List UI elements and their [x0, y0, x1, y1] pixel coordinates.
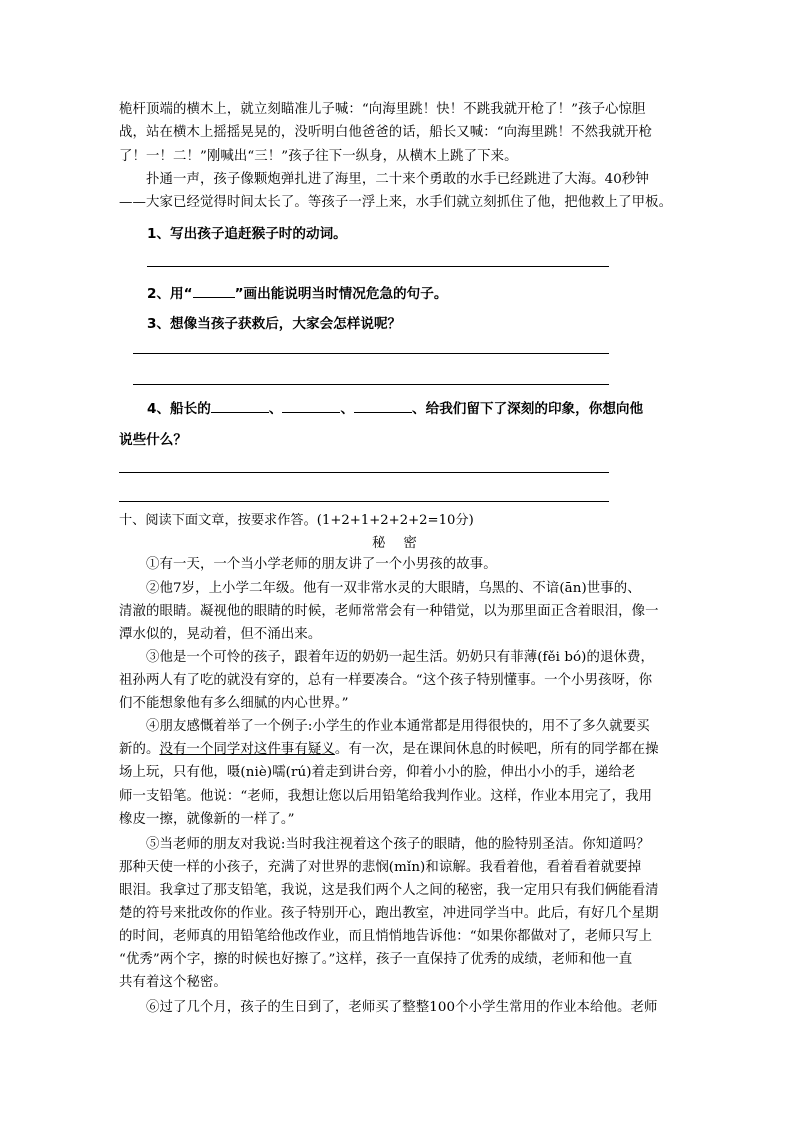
separator: 、	[268, 401, 283, 417]
answer-line[interactable]	[133, 384, 609, 385]
passage-line: 桅杆顶端的横木上，就立刻瞄准儿子喊：“向海里跳！快！不跳我就开枪了！”孩子心惊胆	[119, 102, 646, 117]
fill-blank-3[interactable]	[354, 400, 412, 413]
question-2-suffix: ”画出能说明当时情况危急的句子。	[234, 286, 448, 302]
underline-mark-sample	[193, 285, 235, 298]
passage-line: 扑通一声，孩子像颗炮弹扎进了海里，二十来个勇敢的水手已经跳进了大海。40秒钟	[119, 172, 649, 187]
paragraph-5-line: 楚的符号来批改你的作业。孩子特别开心，跑出教室，冲进同学当中。此后，有好几个星期	[119, 906, 659, 921]
question-1: 1、写出孩子追赶猴子时的动词。	[147, 226, 347, 242]
paragraph-5-line: 的时间，老师真的用铅笔给他改作业，而且悄悄地告诉他：“如果你都做对了，老师只写上	[119, 929, 653, 944]
answer-line[interactable]	[147, 266, 609, 267]
paragraph-2-line: 清澈的眼睛。凝视他的眼睛的时候，老师常常会有一种错觉，以为那里面正含着眼泪，像一	[119, 604, 659, 619]
article-title: 秘密	[372, 536, 435, 551]
paragraph-4-line: 橡皮一擦，就像新的一样了。”	[119, 812, 295, 827]
paragraph-3-line: 祖孙两人有了吃的就没有穿的，总有一样要凑合。“这个孩子特别懂事。一个小男孩呀，你	[119, 673, 653, 688]
underlined-sentence: 没有一个同学对这件事有疑义	[159, 742, 335, 757]
paragraph-1: ①有一天，一个当小学老师的朋友讲了一个小男孩的故事。	[119, 557, 497, 572]
question-4	[147, 397, 643, 417]
question-4-line-2: 说些什么？	[119, 432, 187, 448]
answer-line[interactable]	[133, 353, 609, 354]
answer-line[interactable]	[119, 501, 609, 502]
text-span: 新的。	[119, 742, 160, 757]
paragraph-4-line: 师一支铅笔。他说：“老师，我想让您以后用铅笔给我判作业。这样，作业本用完了，我用	[119, 789, 653, 804]
paragraph-4-line: ④朋友感慨着举了一个例子:小学生的作业本通常都是用得很快的，用不了多久就要买	[119, 719, 650, 734]
question-4-prefix: 4、船长的	[147, 401, 211, 417]
question-2	[147, 282, 447, 302]
separator: 、	[340, 401, 355, 417]
passage-line: ——大家已经觉得时间太长了。等孩子一浮上来，水手们就立刻抓住了他，把他救上了甲板。	[119, 195, 673, 210]
passage-line: 了！一！二！”刚喊出“三！”孩子往下一纵身，从横木上跳了下来。	[119, 149, 518, 164]
paragraph-2-line: 潭水似的，晃动着，但不涌出来。	[119, 627, 322, 642]
paragraph-3-line: ③他是一个可怜的孩子，跟着年迈的奶奶一起生活。奶奶只有菲薄(fěi bó)的退休费，	[119, 650, 654, 665]
paragraph-6-line: ⑥过了几个月，孩子的生日到了，老师买了整整100个小学生常用的作业本给他。老师	[119, 1000, 658, 1015]
question-3: 3、想像当孩子获救后，大家会怎样说呢？	[147, 316, 402, 332]
paragraph-5-line: ⑤当老师的朋友对我说:当时我注视着这个孩子的眼睛，他的脸特别圣洁。你知道吗？	[119, 837, 650, 852]
paragraph-5-line: 共有着这个秘密。	[119, 975, 227, 990]
paragraph-5-line: 眼泪。我拿过了那支铅笔，我说，这是我们两个人之间的秘密，我一定用只有我们俩能看清	[119, 883, 659, 898]
paragraph-3-line: 们不能想象他有多么细腻的内心世界。”	[119, 696, 349, 711]
paragraph-4-line	[119, 738, 679, 761]
paragraph-4-line: 场上玩，只有他，嗫(niè)嚅(rú)着走到讲台旁，仰着小小的脸，伸出小小的手，递给老	[119, 765, 636, 780]
answer-line[interactable]	[119, 472, 609, 473]
passage-line: 战，站在横木上摇摇晃晃的，没听明白他爸爸的话，船长又喊：“向海里跳！不然我就开枪	[119, 125, 653, 140]
question-4-suffix: 、给我们留下了深刻的印象，你想向他	[412, 401, 644, 417]
section-heading: 十、阅读下面文章，按要求作答。(1+2+1+2+2+2=10分)	[119, 513, 474, 528]
question-2-prefix: 2、用“	[147, 286, 193, 302]
fill-blank-1[interactable]	[211, 400, 269, 413]
fill-blank-2[interactable]	[282, 400, 340, 413]
text-span: 。有一次，是在课间休息的时候吧，所有的同学都在操	[334, 742, 659, 757]
paragraph-2-line: ②他7岁，上小学二年级。他有一双非常水灵的大眼睛，乌黑的、不谙(ān)世事的、	[119, 581, 641, 596]
paragraph-5-line: “优秀”两个字，擦的时候也好擦了。”这样，孩子一直保持了优秀的成绩，老师和他一直	[119, 952, 633, 967]
paragraph-5-line: 那种天使一样的小孩子，充满了对世界的悲悯(mǐn)和谅解。我看着他，看着看着就要掉	[119, 860, 642, 875]
